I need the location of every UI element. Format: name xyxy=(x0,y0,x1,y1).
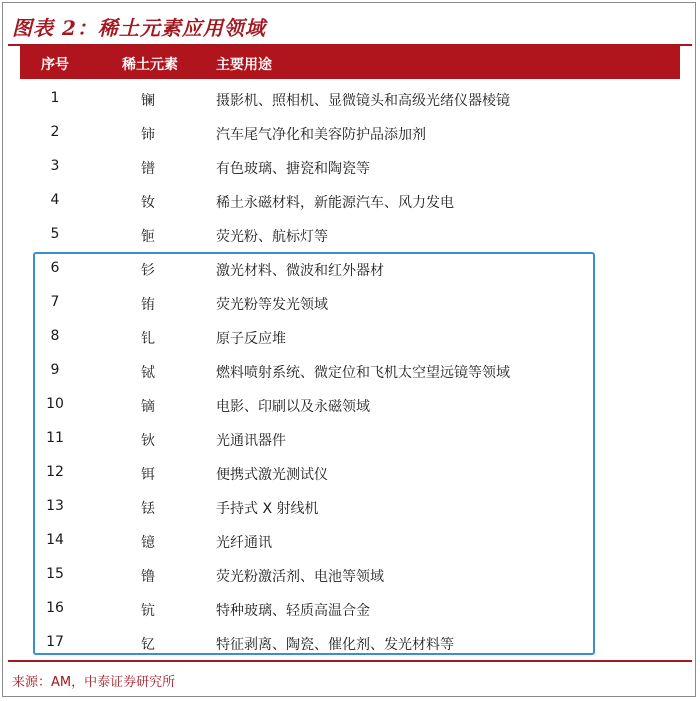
row-index: 16 xyxy=(46,600,64,616)
row-index: 14 xyxy=(46,532,64,548)
row-element: 铈 xyxy=(141,127,155,143)
row-usage: 燃料喷射系统、微定位和飞机太空望远镜等领域 xyxy=(216,365,510,381)
footer-divider xyxy=(8,660,692,662)
header-usage: 主要用途 xyxy=(216,57,272,73)
row-element: 钬 xyxy=(141,433,155,449)
figure-title: 图表 2：稀土元素应用领域 xyxy=(12,16,266,40)
table-row xyxy=(20,218,680,252)
row-index: 4 xyxy=(50,192,60,208)
row-element: 铕 xyxy=(141,297,155,313)
row-index: 15 xyxy=(46,566,64,582)
row-index: 5 xyxy=(50,226,60,242)
row-element: 铽 xyxy=(141,365,155,381)
row-usage: 特种玻璃、轻质高温合金 xyxy=(216,603,370,619)
row-index: 12 xyxy=(46,464,64,480)
row-usage: 电影、印刷以及永磁领域 xyxy=(216,399,370,415)
source-note: 来源：AM，中泰证券研究所 xyxy=(12,675,176,690)
row-element: 钆 xyxy=(141,331,155,347)
row-usage: 摄影机、照相机、显微镜头和高级光绪仪器棱镜 xyxy=(216,93,510,109)
highlight-box xyxy=(33,252,595,655)
row-index: 13 xyxy=(46,498,64,514)
row-usage: 光通讯器件 xyxy=(216,433,286,449)
row-element: 铥 xyxy=(141,501,155,517)
row-usage: 光纤通讯 xyxy=(216,535,272,551)
row-element: 镝 xyxy=(141,399,155,415)
row-index: 6 xyxy=(50,260,60,276)
header-index: 序号 xyxy=(41,57,69,73)
row-element: 钷 xyxy=(141,229,155,245)
row-usage: 汽车尾气净化和美容防护品添加剂 xyxy=(216,127,426,143)
row-index: 17 xyxy=(46,634,64,650)
row-element: 钪 xyxy=(141,603,155,619)
row-usage: 便携式激光测试仪 xyxy=(216,467,328,483)
row-element: 镨 xyxy=(141,161,155,177)
row-usage: 原子反应堆 xyxy=(216,331,286,347)
row-usage: 荧光粉、航标灯等 xyxy=(216,229,328,245)
row-index: 11 xyxy=(46,430,64,446)
table-header xyxy=(20,46,680,79)
row-usage: 荧光粉等发光领域 xyxy=(216,297,328,313)
row-element: 钇 xyxy=(141,637,155,653)
row-index: 10 xyxy=(46,396,64,412)
row-element: 铒 xyxy=(141,467,155,483)
table-row xyxy=(20,116,680,150)
row-usage: 荧光粉激活剂、电池等领域 xyxy=(216,569,384,585)
row-usage: 特征剥离、陶瓷、催化剂、发光材料等 xyxy=(216,637,454,653)
table-row xyxy=(20,150,680,184)
row-index: 1 xyxy=(50,90,60,106)
row-index: 2 xyxy=(50,124,60,140)
header-element: 稀土元素 xyxy=(122,57,178,73)
row-element: 镧 xyxy=(141,93,155,109)
row-usage: 激光材料、微波和红外器材 xyxy=(216,263,384,279)
row-index: 7 xyxy=(50,294,60,310)
row-usage: 稀土永磁材料，新能源汽车、风力发电 xyxy=(216,195,454,211)
row-element: 钐 xyxy=(141,263,155,279)
table-row xyxy=(20,184,680,218)
row-element: 镱 xyxy=(141,535,155,551)
row-index: 3 xyxy=(50,158,60,174)
row-index: 8 xyxy=(50,328,60,344)
row-usage: 有色玻璃、搪瓷和陶瓷等 xyxy=(216,161,370,177)
table-row xyxy=(20,82,680,116)
row-element: 钕 xyxy=(141,195,155,211)
row-index: 9 xyxy=(50,362,60,378)
row-usage: 手持式 X 射线机 xyxy=(216,501,319,517)
row-element: 镥 xyxy=(141,569,155,585)
